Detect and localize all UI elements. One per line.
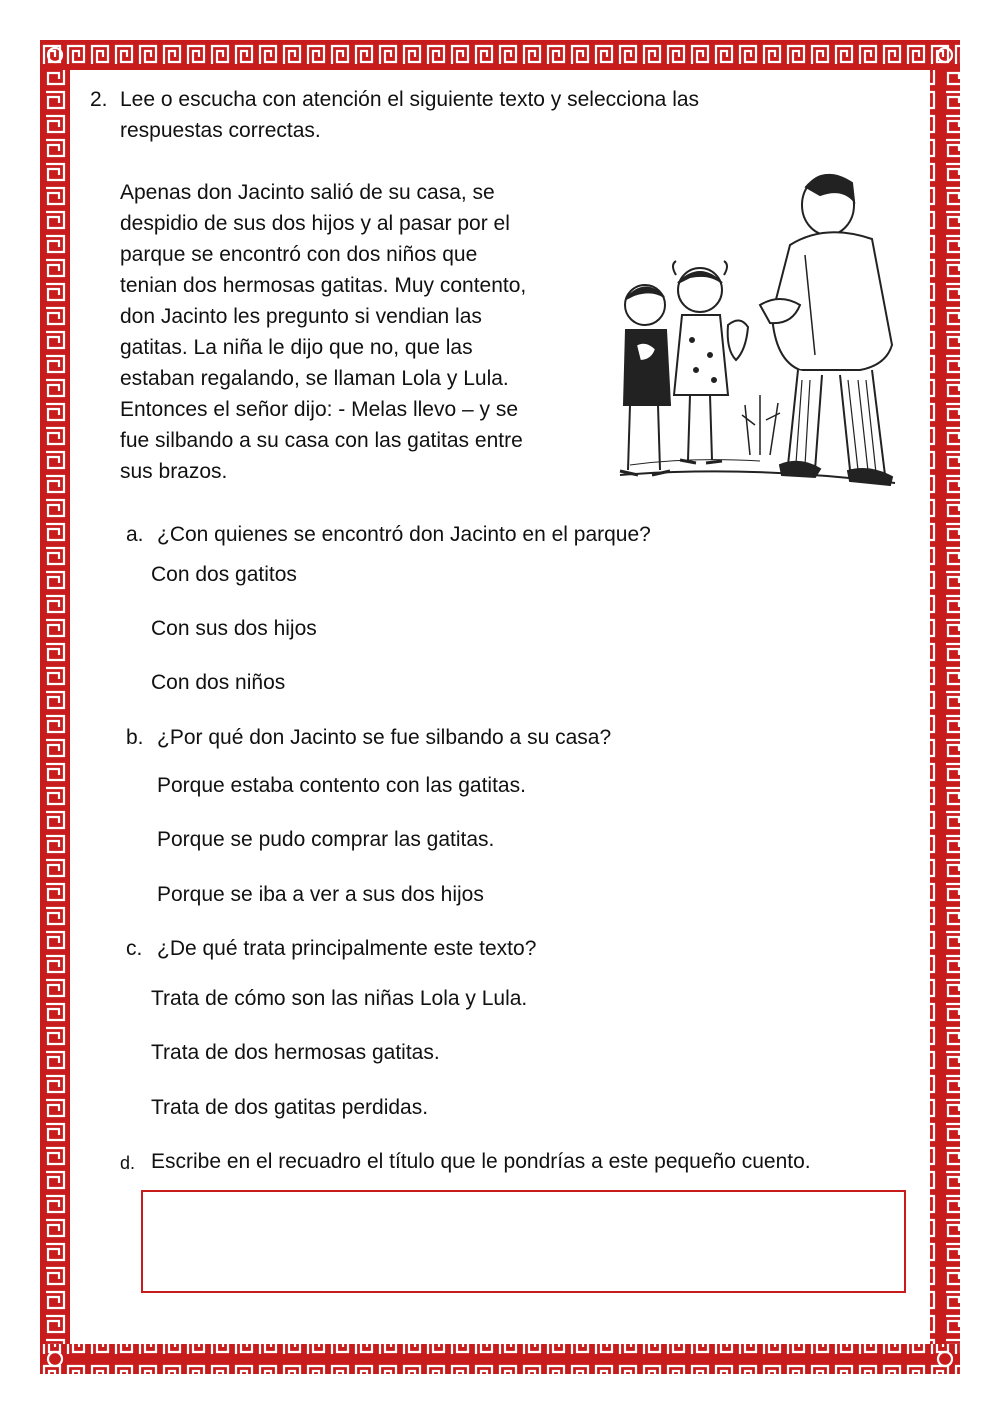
story-line: don Jacinto les pregunto si vendian las [120, 305, 482, 328]
story-line: parque se encontró con dos niños que [120, 243, 478, 266]
story-line: Entonces el señor dijo: - Melas llevo – y se [120, 398, 519, 421]
question-d-letter: d. [120, 1153, 136, 1173]
question-a-text: ¿Con quienes se encontró don Jacinto en el parque? [157, 523, 651, 546]
story-line: tenian dos hermosas gatitas. Muy contento, [120, 274, 527, 297]
instruction-number: 2. [90, 88, 108, 111]
question-a-option-3[interactable]: Con dos niños [151, 671, 286, 694]
question-c-option-3[interactable]: Trata de dos gatitas perdidas. [151, 1096, 429, 1119]
story-line: gatitas. La niña le dijo que no, que las [120, 336, 473, 359]
question-c-option-2[interactable]: Trata de dos hermosas gatitas. [151, 1041, 440, 1064]
story-line: sus brazos. [120, 460, 228, 483]
story-text [120, 177, 600, 487]
question-c-letter: c. [126, 937, 143, 960]
story-line: fue silbando a su casa con las gatitas entre [120, 429, 523, 452]
story-line: estaban regalando, se llaman Lola y Lula. [120, 367, 509, 390]
question-b-option-3[interactable]: Porque se iba a ver a sus dos hijos [157, 883, 484, 906]
question-a-option-1[interactable]: Con dos gatitos [151, 563, 297, 586]
question-b-text: ¿Por qué don Jacinto se fue silbando a su casa? [157, 726, 612, 749]
story-line: Apenas don Jacinto salió de su casa, se [120, 181, 495, 204]
story-line: despidio de sus dos hijos y al pasar por el [120, 212, 510, 235]
question-c-option-1[interactable]: Trata de cómo son las niñas Lola y Lula. [151, 987, 528, 1010]
question-b-letter: b. [126, 726, 144, 749]
question-d-text: Escribe en el recuadro el título que le pondrías a este pequeño cuento. [151, 1150, 811, 1173]
question-a-letter: a. [126, 523, 144, 546]
question-b-option-1[interactable]: Porque estaba contento con las gatitas. [157, 774, 526, 797]
question-c-text: ¿De qué trata principalmente este texto? [157, 937, 537, 960]
story-illustration [610, 165, 900, 495]
instruction-line-2: respuestas correctas. [120, 119, 321, 142]
question-a-option-2[interactable]: Con sus dos hijos [151, 617, 317, 640]
title-answer-box[interactable] [141, 1190, 906, 1293]
instruction-line-1: Lee o escucha con atención el siguiente texto y selecciona las [120, 88, 700, 111]
question-b-option-2[interactable]: Porque se pudo comprar las gatitas. [157, 828, 495, 851]
